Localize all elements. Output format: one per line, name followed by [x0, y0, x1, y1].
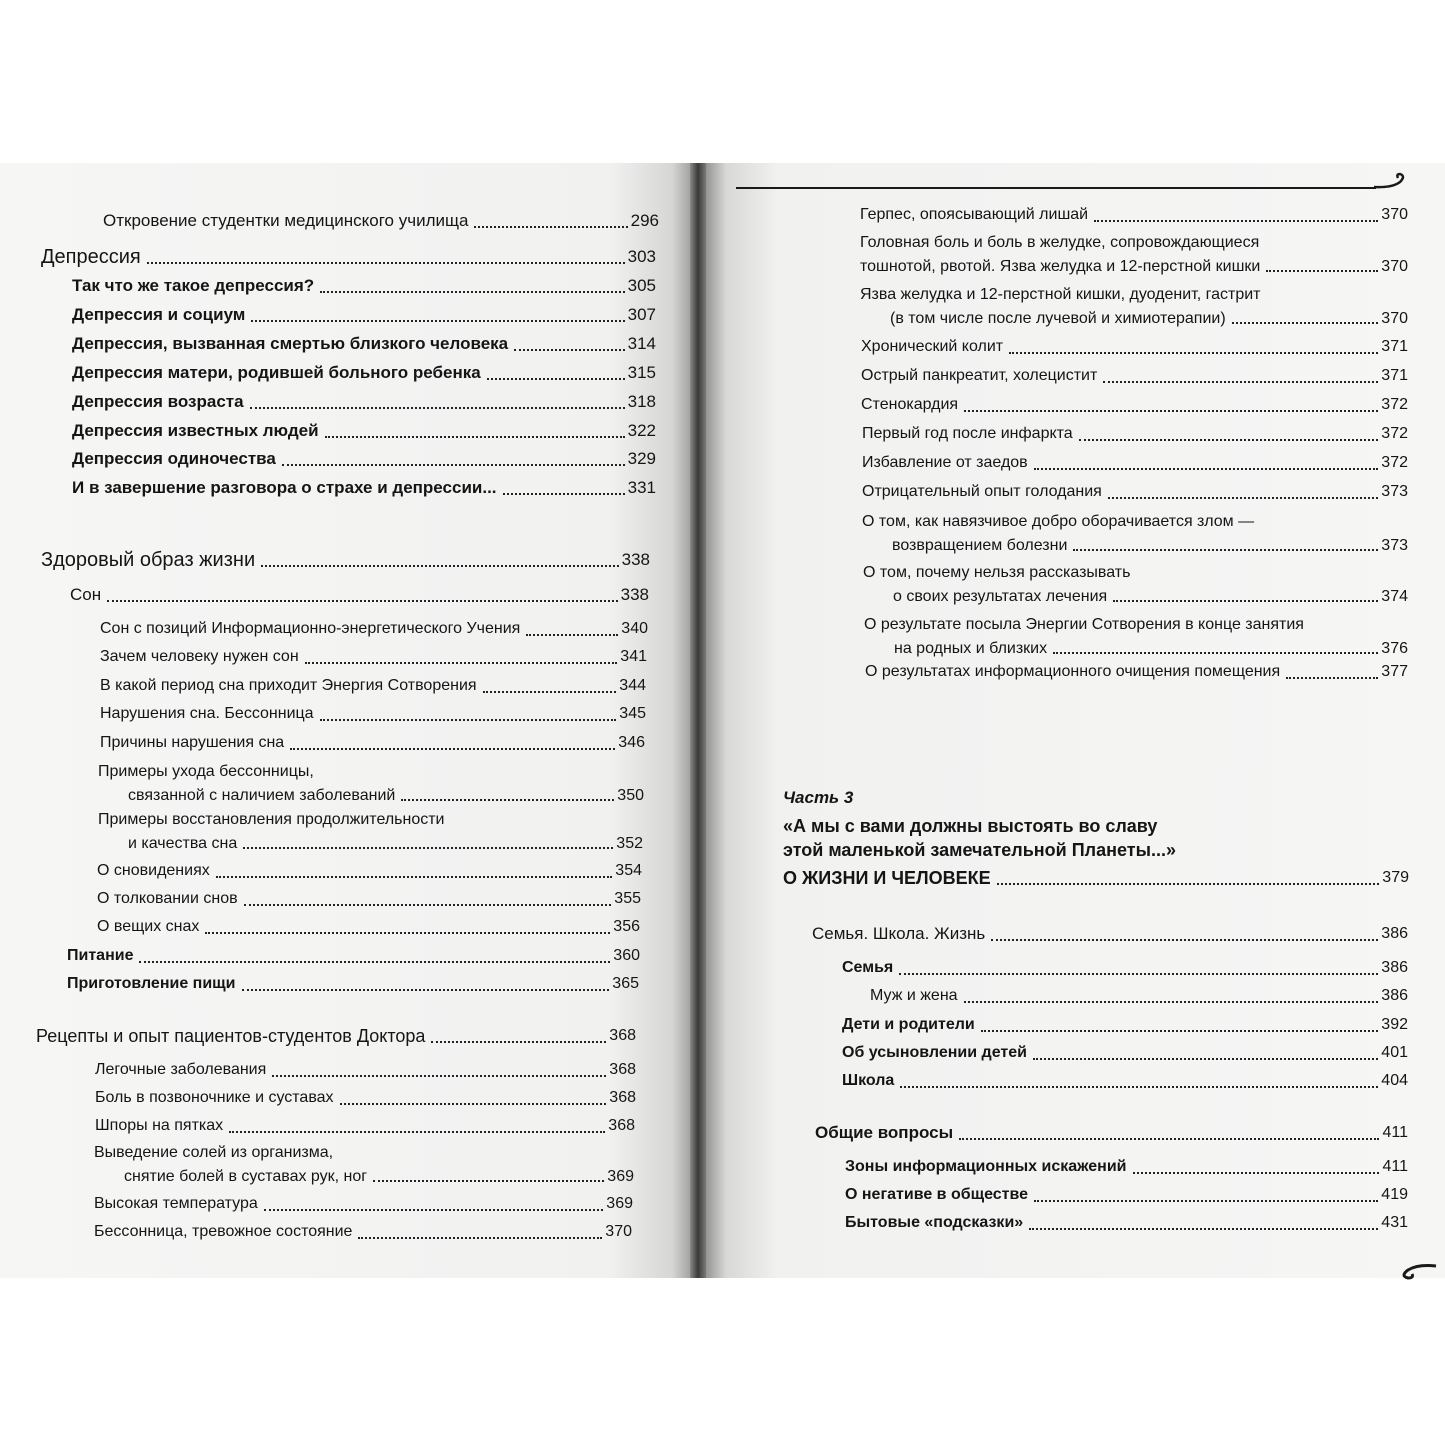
toc-entry-title: Депрессия одиночества: [72, 449, 276, 468]
toc-entry-page: 329: [627, 449, 656, 468]
toc-entry[interactable]: [98, 760, 644, 812]
toc-entry-title: Депрессия и социум: [72, 305, 246, 324]
leader-dots: [264, 1209, 604, 1211]
toc-entry[interactable]: [95, 1056, 636, 1084]
toc-section-title: Семья. Школа. Жизнь: [812, 924, 986, 943]
toc-entry-title: В какой период сна приходит Энергия Сотворения: [100, 677, 477, 694]
toc-entry[interactable]: [845, 1209, 1408, 1237]
toc-entry-title-cont: связанной с наличием заболеваний: [128, 787, 396, 804]
leader-dots: [991, 939, 1378, 941]
toc-section-title: Общие вопросы: [815, 1123, 954, 1142]
toc-entry[interactable]: [870, 982, 1408, 1010]
toc-entry[interactable]: [862, 420, 1408, 448]
toc-entry-page: 368: [609, 1089, 636, 1106]
leader-dots: [1053, 652, 1378, 654]
toc-entry-page: 370: [1381, 206, 1408, 223]
toc-entry-page: 376: [1381, 640, 1408, 657]
leader-dots: [1034, 1200, 1378, 1202]
toc-entry-page: 368: [608, 1117, 635, 1134]
toc-entry-title: Отрицательный опыт голодания: [862, 483, 1102, 500]
toc-entry-title: Легочные заболевания: [95, 1061, 267, 1078]
toc-entry-title: Питание: [67, 947, 134, 964]
leader-dots: [272, 1075, 606, 1077]
toc-entry-title: И в завершение разговора о страхе и депрессии...: [72, 478, 497, 497]
leader-dots: [526, 634, 618, 636]
leader-dots: [340, 1103, 607, 1105]
part-title-line2: этой маленькой замечательной Планеты...»: [783, 840, 1176, 860]
leader-dots: [261, 565, 619, 567]
toc-entry-title: Избавление от заедов: [862, 454, 1028, 471]
toc-entry[interactable]: [95, 1112, 635, 1140]
leader-dots: [242, 989, 610, 991]
toc-entry-page: 355: [614, 890, 641, 907]
leader-dots: [964, 410, 1378, 412]
toc-entry[interactable]: [72, 474, 656, 502]
leader-dots: [474, 226, 627, 228]
toc-entry-page: 372: [1381, 425, 1408, 442]
toc-entry-page: 354: [615, 862, 642, 879]
toc-entry-page: 370: [1381, 310, 1408, 327]
toc-entry-title: Депрессия матери, родившей больного ребенка: [72, 363, 481, 382]
toc-entry-title: Выведение солей из организма,: [94, 1144, 334, 1161]
leader-dots: [139, 961, 610, 963]
toc-entry-title: Хронический колит: [861, 338, 1004, 355]
toc-entry-title-cont: о своих результатах лечения: [893, 588, 1108, 605]
toc-entry[interactable]: [860, 231, 1408, 283]
toc-entry[interactable]: [862, 449, 1408, 477]
toc-entry-title: О сновидениях: [97, 862, 210, 879]
toc-entry[interactable]: [70, 581, 649, 609]
toc-entry-title: О толковании снов: [97, 890, 238, 907]
toc-entry-page: 392: [1381, 1016, 1408, 1033]
toc-section[interactable]: [41, 546, 650, 574]
toc-entry-page: 315: [627, 363, 656, 382]
leader-dots: [483, 691, 617, 693]
toc-entry-page: 431: [1381, 1214, 1408, 1231]
toc-entry-title: Откровение студентки медицинского училища: [103, 211, 469, 230]
toc-entry-page: 350: [617, 787, 644, 804]
toc-entry[interactable]: [860, 201, 1408, 229]
toc-entry[interactable]: [842, 1039, 1408, 1067]
toc-entry-title: Зачем человеку нужен сон: [100, 648, 299, 665]
leader-dots: [1033, 1058, 1378, 1060]
toc-entry-title: Боль в позвоночнике и суставах: [95, 1089, 334, 1106]
toc-entry-page: 419: [1381, 1186, 1408, 1203]
toc-entry-page: 345: [619, 705, 646, 722]
toc-part-title: О ЖИЗНИ И ЧЕЛОВЕКЕ: [783, 868, 991, 888]
toc-section[interactable]: [815, 1119, 1408, 1147]
leader-dots: [1094, 220, 1378, 222]
toc-entry[interactable]: [100, 729, 645, 757]
leader-dots: [981, 1030, 1379, 1032]
leader-dots: [205, 932, 610, 934]
toc-entry-page: 340: [621, 620, 648, 637]
toc-entry-page: 411: [1382, 1158, 1408, 1175]
toc-entry-title: Острый панкреатит, холецистит: [861, 367, 1098, 384]
toc-entry-page: 369: [607, 1168, 634, 1185]
toc-entry-page: 379: [1382, 869, 1409, 886]
toc-entry[interactable]: [842, 954, 1408, 982]
leader-dots: [282, 464, 625, 466]
toc-entry-page: 331: [627, 478, 656, 497]
toc-entry-title: Депрессия известных людей: [72, 421, 319, 440]
toc-entry-title-cont: снятие болей в суставах рук, ног: [124, 1168, 368, 1185]
toc-entry[interactable]: [72, 272, 656, 300]
toc-entry-title: О вещих снах: [97, 918, 200, 935]
leader-dots: [1286, 677, 1378, 679]
toc-entry-page: 373: [1381, 483, 1408, 500]
toc-entry-page: 369: [606, 1195, 633, 1212]
toc-entry-title: Дети и родители: [842, 1016, 975, 1033]
toc-entry-title: О негативе в обществе: [845, 1186, 1029, 1203]
toc-entry[interactable]: [862, 478, 1408, 506]
toc-entry[interactable]: [863, 561, 1408, 613]
toc-entry-page: 368: [609, 1061, 636, 1078]
toc-entry-page: 374: [1381, 588, 1408, 605]
toc-entry[interactable]: [72, 388, 656, 416]
toc-entry-title: О результатах информационного очищения помещения: [865, 663, 1281, 680]
leader-dots: [107, 600, 618, 602]
leader-dots: [899, 973, 1378, 975]
toc-entry[interactable]: [94, 1190, 633, 1218]
toc-entry[interactable]: [72, 330, 656, 358]
toc-entry[interactable]: [842, 1067, 1408, 1095]
toc-entry[interactable]: [103, 207, 659, 235]
toc-entry-title: Об усыновлении детей: [842, 1044, 1027, 1061]
leader-dots: [320, 719, 617, 721]
toc-entry[interactable]: [860, 283, 1408, 335]
toc-entry-page: 346: [618, 734, 645, 751]
toc-entry-page: 344: [619, 677, 646, 694]
toc-entry-page: 371: [1381, 367, 1408, 384]
toc-entry-title: Герпес, опоясывающий лишай: [860, 206, 1089, 223]
toc-entry[interactable]: [67, 970, 639, 998]
leader-dots: [305, 662, 618, 664]
toc-part[interactable]: [783, 864, 1409, 892]
toc-section[interactable]: [812, 920, 1408, 948]
leader-dots: [503, 493, 625, 495]
toc-entry[interactable]: [865, 658, 1408, 686]
toc-entry[interactable]: [100, 700, 646, 728]
toc-entry-title: Примеры восстановления продолжительности: [98, 811, 445, 828]
leader-dots: [964, 1001, 1379, 1003]
toc-entry[interactable]: [100, 672, 646, 700]
book-spine: [690, 163, 706, 1278]
toc-entry-page: 338: [621, 550, 650, 569]
ornament-curl-bottom-icon: [1388, 1262, 1438, 1282]
toc-entry-page: 377: [1381, 663, 1408, 680]
toc-entry[interactable]: [94, 1218, 632, 1246]
leader-dots: [244, 904, 612, 906]
leader-dots: [216, 876, 613, 878]
toc-section-title: Здоровый образ жизни: [41, 549, 256, 571]
leader-dots: [290, 748, 615, 750]
toc-entry-page: 368: [609, 1027, 636, 1044]
leader-dots: [325, 436, 625, 438]
toc-entry[interactable]: [98, 808, 643, 860]
toc-entry-title: Причины нарушения сна: [100, 734, 285, 751]
toc-entry-title-cont: возвращением болезни: [892, 537, 1068, 554]
toc-entry-title: Семья: [842, 959, 894, 976]
toc-entry-page: 318: [627, 392, 656, 411]
toc-entry-title: Первый год после инфаркта: [862, 425, 1073, 442]
toc-entry-title: Шпоры на пятках: [95, 1117, 224, 1134]
toc-entry-page: 296: [630, 211, 659, 230]
toc-entry[interactable]: [97, 913, 640, 941]
leader-dots: [373, 1180, 604, 1182]
toc-entry-title: Депрессия, вызванная смертью близкого человека: [72, 334, 509, 353]
toc-entry[interactable]: [845, 1153, 1408, 1181]
toc-entry-title-cont: (в том числе после лучевой и химиотерапии): [890, 310, 1226, 327]
toc-entry-page: 365: [612, 975, 639, 992]
toc-entry-title: Школа: [842, 1072, 895, 1089]
toc-entry-title: Высокая температура: [94, 1195, 258, 1212]
toc-entry[interactable]: [72, 359, 656, 387]
toc-entry-page: 401: [1381, 1044, 1408, 1061]
leader-dots: [401, 799, 614, 801]
toc-entry-title: Приготовление пищи: [67, 975, 236, 992]
toc-entry[interactable]: [72, 301, 656, 329]
toc-entry[interactable]: [845, 1181, 1408, 1209]
toc-section[interactable]: [41, 243, 656, 271]
leader-dots: [997, 883, 1380, 885]
toc-entry-title-cont: на родных и близких: [894, 640, 1048, 657]
toc-entry-title: Зоны информационных искажений: [845, 1158, 1127, 1175]
toc-entry-page: 360: [613, 947, 640, 964]
toc-entry-title: О том, как навязчивое добро оборачивается злом —: [862, 513, 1255, 530]
toc-entry-page: 314: [627, 334, 656, 353]
leader-dots: [243, 847, 613, 849]
leader-dots: [358, 1237, 602, 1239]
toc-entry[interactable]: [100, 643, 647, 671]
toc-entry-page: 338: [620, 585, 649, 604]
toc-entry[interactable]: [97, 885, 641, 913]
toc-entry-page: 370: [605, 1223, 632, 1240]
toc-entry-title: О том, почему нельзя рассказывать: [863, 564, 1131, 581]
toc-entry-title: Бессонница, тревожное состояние: [94, 1223, 353, 1240]
leader-dots: [147, 262, 625, 264]
ornament-curl-icon: [1372, 170, 1412, 198]
leader-dots: [1029, 1228, 1378, 1230]
toc-entry-title: Головная боль и боль в желудке, сопровождающиеся: [860, 234, 1260, 251]
leader-dots: [251, 320, 624, 322]
toc-entry-page: 356: [613, 918, 640, 935]
toc-entry-title: Стенокардия: [861, 396, 959, 413]
leader-dots: [1266, 270, 1378, 272]
toc-entry[interactable]: [862, 510, 1408, 562]
leader-dots: [1232, 322, 1379, 324]
toc-entry-title: Язва желудка и 12-перстной кишки, дуоденит, гастрит: [860, 286, 1261, 303]
toc-entry-page: 341: [620, 648, 647, 665]
toc-entry-page: 386: [1381, 925, 1408, 942]
leader-dots: [487, 378, 625, 380]
toc-section-title: Депрессия: [41, 246, 141, 268]
part-label: Часть 3: [783, 788, 854, 807]
toc-entry-title: Сон с позиций Информационно-энергетического Учения: [100, 620, 521, 637]
toc-entry[interactable]: [861, 391, 1408, 419]
toc-entry[interactable]: [861, 362, 1408, 390]
leader-dots: [1079, 439, 1379, 441]
toc-entry-title: О результате посыла Энергии Сотворения в конце занятия: [864, 616, 1304, 633]
toc-entry[interactable]: [97, 857, 642, 885]
toc-entry-page: 305: [627, 276, 656, 295]
leader-dots: [1108, 497, 1378, 499]
leader-dots: [1133, 1172, 1380, 1174]
leader-dots: [1073, 549, 1378, 551]
header-rule: [736, 187, 1376, 189]
toc-entry-page: 373: [1381, 537, 1408, 554]
part-title-line1: «А мы с вами должны выстоять во славу: [783, 816, 1158, 836]
toc-entry[interactable]: [67, 942, 640, 970]
toc-section-title: Рецепты и опыт пациентов-студентов Доктора: [36, 1026, 426, 1046]
toc-entry[interactable]: [72, 417, 656, 445]
toc-entry-page: 322: [627, 421, 656, 440]
toc-entry-title-cont: и качества сна: [128, 835, 238, 852]
toc-entry[interactable]: [842, 1011, 1408, 1039]
toc-entry-title-cont: тошнотой, рвотой. Язва желудка и 12-перстной кишки: [860, 258, 1261, 275]
toc-entry[interactable]: [861, 333, 1408, 361]
toc-entry[interactable]: [94, 1141, 634, 1193]
toc-entry[interactable]: [95, 1084, 636, 1112]
leader-dots: [1103, 381, 1378, 383]
toc-entry[interactable]: [72, 445, 656, 473]
toc-entry-page: 307: [627, 305, 656, 324]
toc-entry-title: Муж и жена: [870, 987, 958, 1004]
toc-entry-title: Депрессия возраста: [72, 392, 244, 411]
toc-entry-page: 386: [1381, 987, 1408, 1004]
leader-dots: [320, 291, 624, 293]
toc-entry[interactable]: [100, 615, 648, 643]
toc-entry-title: Сон: [70, 585, 102, 604]
toc-entry-title: Так что же такое депрессия?: [72, 276, 315, 295]
leader-dots: [431, 1041, 606, 1043]
toc-entry-page: 404: [1381, 1072, 1408, 1089]
toc-entry-page: 411: [1382, 1124, 1408, 1141]
leader-dots: [1009, 352, 1378, 354]
toc-entry-page: 352: [616, 835, 643, 852]
toc-entry-title: Бытовые «подсказки»: [845, 1214, 1024, 1231]
leader-dots: [1113, 600, 1378, 602]
leader-dots: [514, 349, 625, 351]
leader-dots: [250, 407, 625, 409]
toc-entry-page: 371: [1381, 338, 1408, 355]
leader-dots: [959, 1138, 1379, 1140]
toc-entry-page: 372: [1381, 454, 1408, 471]
toc-section[interactable]: [36, 1022, 636, 1050]
leader-dots: [1034, 468, 1379, 470]
toc-entry-title: Примеры ухода бессонницы,: [98, 763, 314, 780]
toc-entry-title: Нарушения сна. Бессонница: [100, 705, 314, 722]
leader-dots: [900, 1086, 1378, 1088]
toc-entry-page: 372: [1381, 396, 1408, 413]
toc-entry-page: 303: [627, 247, 656, 266]
toc-entry-page: 386: [1381, 959, 1408, 976]
toc-entry-page: 370: [1381, 258, 1408, 275]
leader-dots: [229, 1131, 605, 1133]
